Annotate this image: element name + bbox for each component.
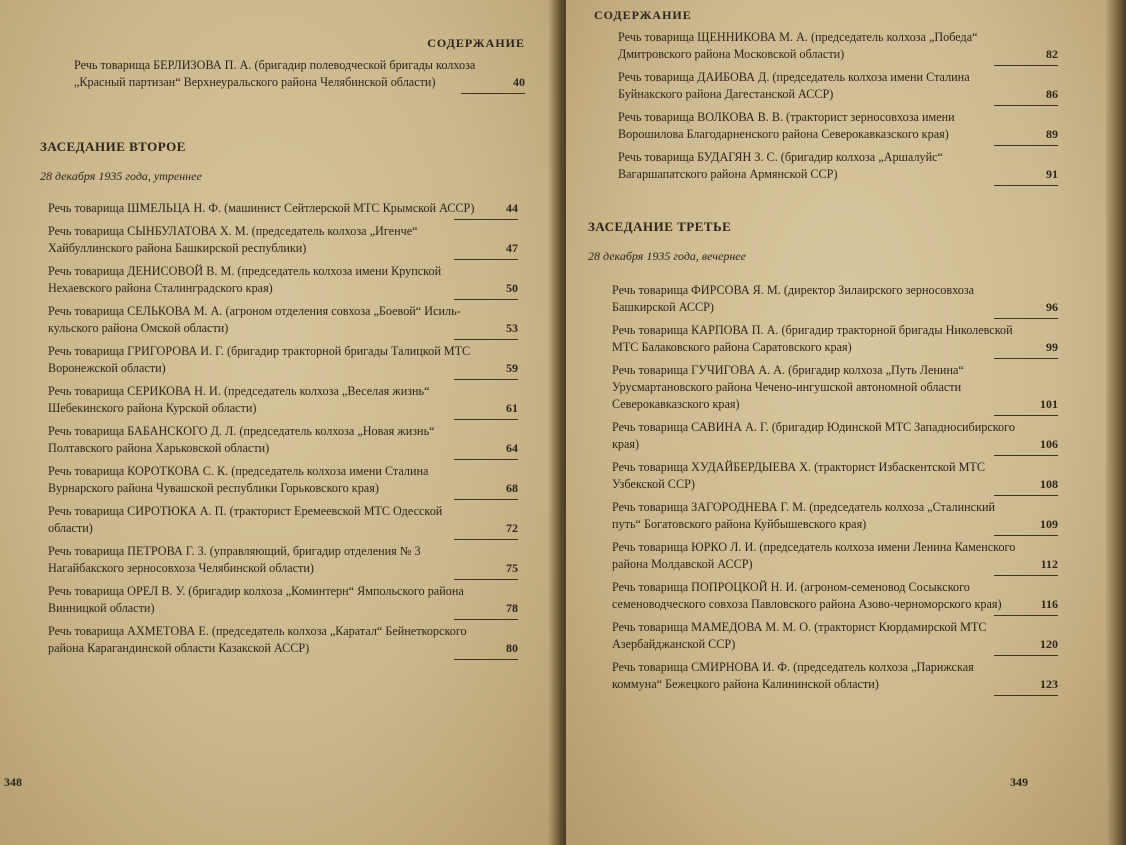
toc-entry-text: Речь товарища ГУЧИГОВА А. А. (бригадир колхоза „Путь Ленина“ Урусмартановского района Чечено-ингушской автономной области Северокавказского края) [612, 363, 964, 411]
toc-entry-text: Речь товарища ШМЕЛЬЦА Н. Ф. (машинист Сейтлерской МТС Крымской АССР) [48, 201, 475, 215]
toc-entry [618, 149, 1058, 183]
toc-entry-text: Речь товарища БАБАНСКОГО Д. Л. (председатель колхоза „Новая жизнь“ Полтавского района Харьковской области) [48, 424, 435, 455]
toc-entry-page: 72 [506, 521, 518, 535]
toc-entry-text: Речь товарища МАМЕДОВА М. М. О. (тракторист Кюрдамирской МТС Азербайджанской ССР) [612, 620, 987, 651]
toc-entry [612, 419, 1058, 453]
toc-entry-text: Речь товарища СЫНБУЛАТОВА Х. М. (председатель колхоза „Игенче“ Хайбуллинского района Башкирской республики) [48, 224, 418, 255]
divider [994, 415, 1058, 416]
divider [454, 499, 518, 500]
toc-entry-text: Речь товарища ДЕНИСОВОЙ В. М. (председатель колхоза имени Крупской Нехаевского района Сталинградского края) [48, 264, 442, 295]
toc-entry [48, 423, 518, 457]
toc-entry [612, 579, 1058, 613]
divider [994, 575, 1058, 576]
divider [994, 65, 1058, 66]
toc-entry-text: Речь товарища САВИНА А. Г. (бригадир Юдинской МТС Западносибирского края) [612, 420, 1015, 451]
toc-entry-page: 106 [1040, 437, 1058, 451]
toc-entry-page: 40 [513, 75, 525, 89]
toc-entry-page: 44 [506, 201, 518, 215]
toc-entry [612, 659, 1058, 693]
toc-entry-text: Речь товарища ЮРКО Л. И. (председатель колхоза имени Ленина Каменского района Молдавской АССР) [612, 540, 1016, 571]
divider [994, 615, 1058, 616]
divider [454, 459, 518, 460]
toc-entry [612, 282, 1058, 316]
toc-entry-page: 108 [1040, 477, 1058, 491]
toc-entry [48, 303, 518, 337]
toc-entry-text: Речь товарища ГРИГОРОВА И. Г. (бригадир тракторной бригады Талицкой МТС Воронежской области) [48, 344, 471, 375]
divider [994, 145, 1058, 146]
toc-entry-page: 80 [506, 641, 518, 655]
toc-entry-page: 101 [1040, 397, 1058, 411]
running-header: СОДЕРЖАНИЕ [427, 36, 525, 50]
toc-entry-text: Речь товарища ФИРСОВА Я. М. (директор Зилаирского зерносовхоза Башкирской АССР) [612, 283, 975, 314]
section-date: 28 декабря 1935 года, вечернее [588, 249, 746, 263]
toc-entry-text: Речь товарища СМИРНОВА И. Ф. (председатель колхоза „Парижская коммуна“ Бежецкого района Калининской области) [612, 660, 974, 691]
toc-entry-page: 82 [1046, 47, 1058, 61]
left-page [0, 0, 560, 845]
toc-entry [48, 383, 518, 417]
divider [454, 339, 518, 340]
section-title: ЗАСЕДАНИЕ ВТОРОЕ [40, 139, 186, 154]
divider [994, 185, 1058, 186]
toc-entry [48, 463, 518, 497]
toc-entry-page: 99 [1046, 340, 1058, 354]
toc-entry-text: Речь товарища ПОПРОЦКОЙ Н. И. (агроном-семеновод Сосыкского семеноводческого совхоза Павловского района Азово-черноморского края) [612, 580, 1002, 611]
toc-entry [48, 623, 518, 657]
toc-entry-page: 91 [1046, 167, 1058, 181]
toc-list [618, 29, 1058, 186]
toc-entry-page: 116 [1040, 597, 1058, 611]
divider [454, 379, 518, 380]
divider [454, 659, 518, 660]
toc-entry [48, 263, 518, 297]
toc-entry [48, 343, 518, 377]
divider [994, 455, 1058, 456]
toc-entry-text: Речь товарища КАРПОВА П. А. (бригадир тракторной бригады Николевской МТС Балаковского района Саратовского края) [612, 323, 1013, 354]
divider [994, 695, 1058, 696]
running-header: СОДЕРЖАНИЕ [594, 8, 692, 22]
toc-entry-text: Речь товарища КОРОТКОВА С. К. (председатель колхоза имени Сталина Вурнарского района Чувашской республики Горьковского края) [48, 464, 429, 495]
divider [461, 93, 525, 94]
toc-entry-page: 109 [1040, 517, 1058, 531]
divider [994, 358, 1058, 359]
section-date: 28 декабря 1935 года, утреннее [40, 169, 202, 183]
toc-entry [48, 503, 518, 537]
toc-entry-text: Речь товарища ВОЛКОВА В. В. (тракторист зерносовхоза имени Ворошилова Благодарненского района Северокавказского края) [618, 110, 955, 141]
toc-entry-page: 50 [506, 281, 518, 295]
toc-entry [612, 539, 1058, 573]
divider [454, 219, 518, 220]
toc-entry [612, 499, 1058, 533]
toc-entry-page: 78 [506, 601, 518, 615]
toc-entry [618, 109, 1058, 143]
toc-entry [612, 619, 1058, 653]
toc-entry [74, 57, 525, 91]
page-number: 349 [1010, 775, 1028, 789]
toc-entry-text: Речь товарища ДАИБОВА Д. (председатель колхоза имени Сталина Буйнакского района Дагестанской АССР) [618, 70, 970, 101]
section-title: ЗАСЕДАНИЕ ТРЕТЬЕ [588, 219, 732, 234]
toc-entry-page: 59 [506, 361, 518, 375]
toc-entry-page: 120 [1040, 637, 1058, 651]
toc-entry-page: 64 [506, 441, 518, 455]
toc-entry [48, 583, 518, 617]
toc-entry [612, 362, 1058, 413]
toc-entry [618, 69, 1058, 103]
toc-entry-text: Речь товарища ЗАГОРОДНЕВА Г. М. (председатель колхоза „Сталинский путь“ Богатовского района Куйбышевского края) [612, 500, 996, 531]
toc-entry-text: Речь товарища ЩЕННИКОВА М. А. (председатель колхоза „Победа“ Дмитровского района Московской области) [618, 30, 978, 61]
divider [994, 105, 1058, 106]
divider [994, 655, 1058, 656]
toc-entry-text: Речь товарища СЕРИКОВА Н. И. (председатель колхоза „Веселая жизнь“ Шебекинского района Курской области) [48, 384, 430, 415]
page-number: 348 [4, 775, 22, 789]
divider [454, 539, 518, 540]
divider [454, 299, 518, 300]
divider [994, 318, 1058, 319]
toc-entry [48, 200, 518, 217]
toc-entry-page: 112 [1040, 557, 1058, 571]
toc-entry-page: 89 [1046, 127, 1058, 141]
toc-entry-text: Речь товарища БУДАГЯН З. С. (бригадир колхоза „Аршалуйс“ Вагаршапатского района Армянской ССР) [618, 150, 943, 181]
toc-entry-text: Речь товарища ПЕТРОВА Г. З. (управляющий, бригадир отделения № 3 Нагайбакского зерносовхоза Челябинской области) [48, 544, 421, 575]
toc-entry [612, 459, 1058, 493]
toc-list [48, 200, 518, 660]
toc-entry-page: 61 [506, 401, 518, 415]
toc-list [612, 282, 1058, 696]
toc-entry-page: 68 [506, 481, 518, 495]
toc-entry-page: 53 [506, 321, 518, 335]
divider [454, 579, 518, 580]
divider [994, 535, 1058, 536]
toc-entry [618, 29, 1058, 63]
toc-entry [612, 322, 1058, 356]
book-edge [1106, 0, 1126, 845]
toc-entry [48, 223, 518, 257]
toc-entry-page: 86 [1046, 87, 1058, 101]
toc-entry-text: Речь товарища ХУДАЙБЕРДЫЕВА Х. (тракторист Избаскентской МТС Узбекской ССР) [612, 460, 985, 491]
toc-entry-text: Речь товарища ОРЕЛ В. У. (бригадир колхоза „Коминтерн“ Ямпольского района Винницкой области) [48, 584, 464, 615]
divider [454, 619, 518, 620]
toc-entry [48, 543, 518, 577]
toc-entry-page: 75 [506, 561, 518, 575]
divider [454, 259, 518, 260]
divider [994, 495, 1058, 496]
right-page [566, 0, 1126, 845]
divider [454, 419, 518, 420]
toc-entry-page: 47 [506, 241, 518, 255]
toc-entry-page: 123 [1040, 677, 1058, 691]
right-page-content [588, 8, 1058, 699]
toc-entry-text: Речь товарища БЕРЛИЗОВА П. А. (бригадир полеводческой бригады колхоза „Красный партизан“ Верхнеуральского района Челябинской области) [74, 58, 476, 89]
toc-entry-text: Речь товарища СЕЛЬКОВА М. А. (агроном отделения совхоза „Боевой“ Исиль-кульского района Омской области) [48, 304, 461, 335]
toc-entry-text: Речь товарища СИРОТЮКА А. П. (тракторист Еремеевской МТС Одесской области) [48, 504, 443, 535]
toc-entry-page: 96 [1046, 300, 1058, 314]
left-page-content [40, 36, 525, 663]
toc-entry-text: Речь товарища АХМЕТОВА Е. (председатель колхоза „Каратал“ Бейнеткорского района Карагандинской области Казакской АССР) [48, 624, 467, 655]
